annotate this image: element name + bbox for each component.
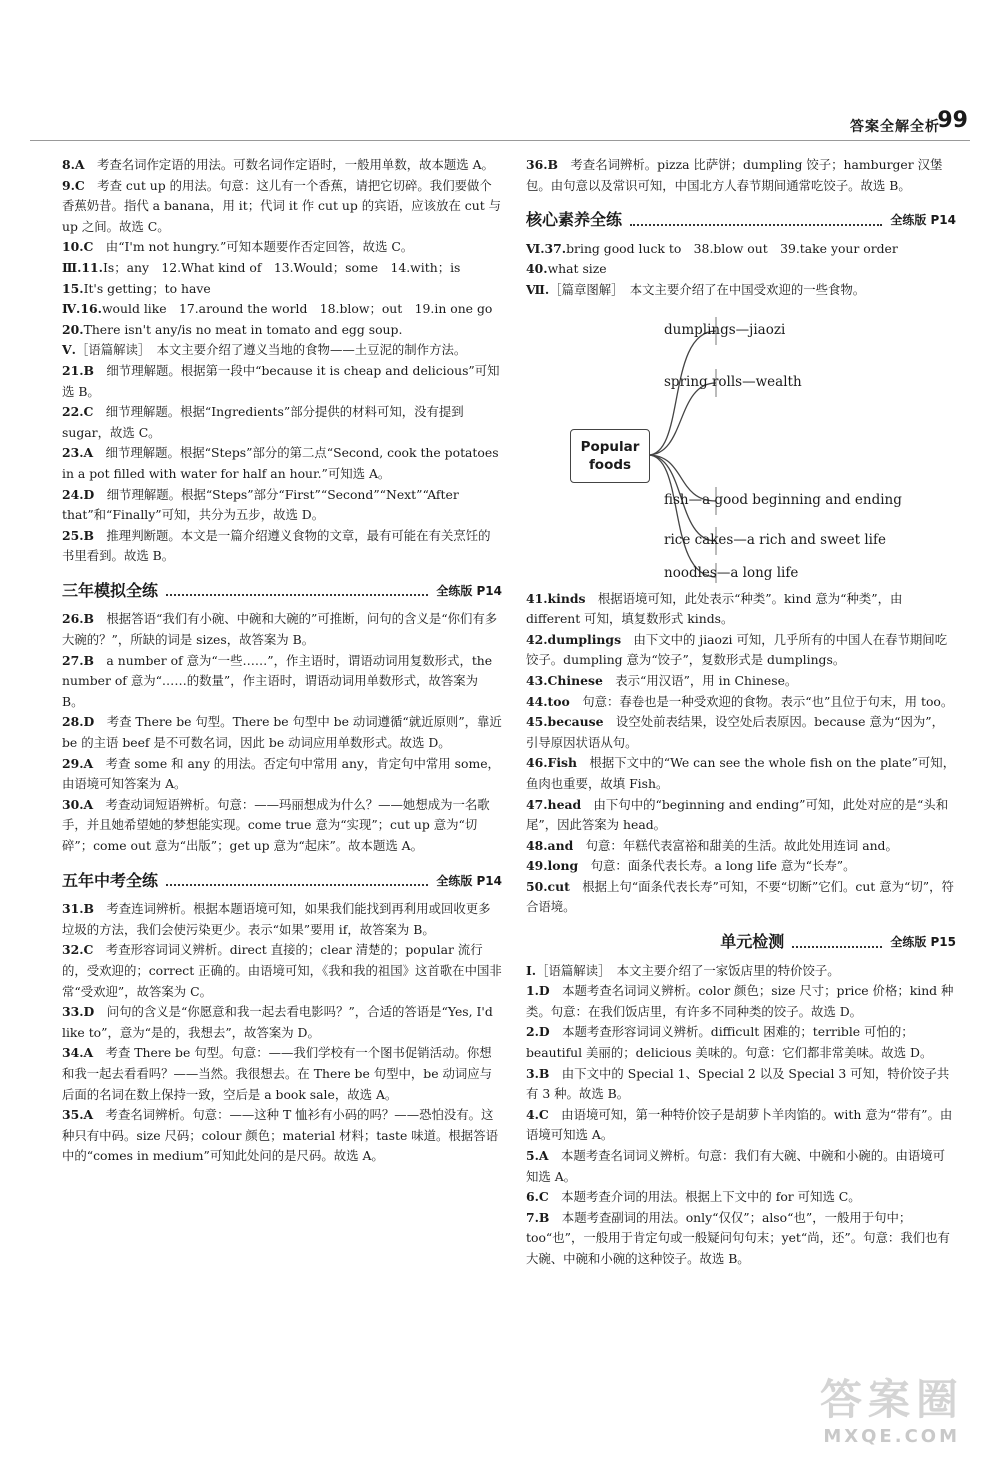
section-title: 三年模拟全练	[62, 580, 159, 600]
answer-entry	[526, 1187, 956, 1208]
section-title: 五年中考全练	[62, 870, 159, 890]
answer-text: 考查 some 和 any 的用法。否定句中常用 any，肯定句中常用 some，由语境可知答案为 A。	[62, 755, 500, 792]
answer-text: 根据下文中的“We can see the whole fish on the plate”可知，鱼肉也重要，故填 Fish。	[526, 755, 956, 791]
answer-text: 本题考查名词词义辨析。句意：我们有大碗、中碗和小碗的。由语境可知选 A。	[526, 1148, 946, 1184]
answer-list-1	[62, 155, 502, 567]
answer-text: 考查 There be 句型。There be 句型中 be 动词遵循“就近原则”，靠近 be 的主语 beef 是不可数名词，因此 be 动词应用单数形式。故选 D。	[62, 714, 502, 751]
page-number: 99	[937, 108, 968, 133]
answer-entry	[62, 443, 502, 484]
answer-number: 33.D	[62, 1004, 95, 1020]
answer-list-5	[526, 239, 956, 301]
answer-entry	[62, 526, 502, 567]
mind-map-node: dumplings—jiaozi	[664, 322, 786, 339]
answer-text: 考查 cut up 的用法。句意：这儿有一个香蕉，请把它切碎。我们要做个香蕉奶昔。指代 a banana，用 it；代词 it 作 cut up 的宾语，应该放在 cut 与 up 之间。故选 C。	[62, 177, 502, 234]
answer-entry	[62, 402, 502, 443]
answer-entry	[62, 899, 502, 940]
answer-number: 21.B	[62, 362, 95, 378]
answer-text: 句意：年糕代表富裕和甜美的生活。故此处用连词 and。	[573, 837, 898, 853]
answer-number: 5.A	[526, 1148, 549, 1163]
section-hexin	[526, 210, 956, 231]
section-sannian	[62, 581, 502, 602]
section-edition: 全练版 P15	[890, 935, 956, 950]
answer-number: 50.cut	[526, 878, 570, 894]
answer-number: 42.dumplings	[526, 631, 622, 647]
answer-entry	[526, 239, 956, 260]
answer-entry	[526, 1208, 956, 1270]
section-danyuan	[526, 932, 956, 953]
answer-text: 考查 There be 句型。句意：——我们学校有一个图书促销活动。你想和我一起去看看吗？——当然。我很想去。在 There be 句型中，be 动词应与后面的名词在数上保持一致，空后是 a book sale，故选 A。	[62, 1045, 493, 1102]
answer-entry	[526, 692, 956, 713]
header-title: 答案全解全析	[850, 119, 940, 135]
answer-entry	[62, 176, 502, 238]
answer-number: 27.B	[62, 652, 95, 668]
answer-text: 由下文中的 Special 1、Special 2 以及 Special 3 可知，特价饺子共有 3 种。故选 B。	[526, 1065, 950, 1102]
answer-entry	[526, 155, 956, 196]
answer-entry	[526, 259, 956, 280]
answer-number: 40.	[526, 261, 548, 277]
answer-entry	[526, 1064, 956, 1105]
answer-text: 考查动词短语辨析。句意：——玛丽想成为什么？——她想成为一名歌手，并且她希望她的梦想能实现。come true 意为“实现”；cut up 意为“切碎”；come out 意为“出版”；get up 意为“起床”。故本题选 A。	[62, 796, 490, 853]
mind-map-node: rice cakes—a rich and sweet life	[664, 532, 886, 549]
answer-entry	[62, 1105, 502, 1167]
center-line-1: Popular	[580, 438, 640, 455]
answer-entry	[526, 877, 956, 918]
answer-text: ［语篇解读］ 本文主要介绍了遵义当地的食物——土豆泥的制作方法。	[75, 342, 467, 358]
answer-text: 句意：面条代表长寿。a long life 意为“长寿”。	[578, 858, 856, 874]
answer-number: 35.A	[62, 1107, 94, 1123]
answer-text: Is；any 12.What kind of 13.Would；some 14.with；is	[102, 259, 461, 275]
answer-text: It's getting；to have	[83, 280, 211, 296]
answer-entry	[526, 981, 956, 1022]
answer-entry	[62, 712, 502, 753]
answer-entry	[62, 320, 502, 341]
answer-number: 7.B	[526, 1209, 550, 1225]
answer-entry	[526, 1022, 956, 1063]
answer-number: 34.A	[62, 1045, 94, 1061]
answer-number: 25.B	[62, 527, 95, 543]
mind-map-center	[570, 429, 650, 483]
answer-entry	[62, 361, 502, 402]
answer-text: 细节理解题。根据“Ingredients”部分提供的材料可知，没有提到 sugar，故选 C。	[62, 404, 464, 440]
answer-number: 49.long	[526, 858, 579, 874]
answer-text: 由语境可知，第一种特价饺子是胡萝卜羊肉馅的。with 意为“带有”。由语境可知选 A。	[526, 1106, 953, 1143]
answer-entry	[526, 795, 956, 836]
section-dots	[166, 884, 428, 886]
answer-number: 3.B	[526, 1065, 550, 1081]
answer-number: 10.C	[62, 239, 94, 255]
answer-entry	[62, 609, 502, 650]
answer-text: 本题考查介词的用法。根据上下文中的 for 可知选 C。	[548, 1189, 861, 1205]
answer-text: would like 17.around the world 18.blow；out 19.in one go	[101, 301, 493, 317]
answer-text: 推理判断题。本文是一篇介绍遵义食物的文章，最有可能在有关烹饪的书里看到。故选 B。	[62, 527, 491, 564]
answer-number: 47.head	[526, 796, 582, 812]
answer-number: 22.C	[62, 404, 94, 420]
mind-map-node: noodles—a long life	[664, 565, 799, 582]
mind-map-node: spring rolls—wealth	[664, 374, 802, 391]
answer-entry	[526, 961, 956, 982]
left-column	[62, 155, 502, 1167]
answer-text: 根据上句“面条代表长寿”可知，不要“切断”它们。cut 意为“切”，符合语境。	[526, 878, 954, 915]
answer-entry	[62, 258, 502, 279]
answer-text: There isn't any/is no meat in tomato and egg soup.	[83, 321, 403, 337]
watermark	[774, 1367, 964, 1447]
answer-number: 29.A	[62, 755, 94, 771]
answer-list-6	[526, 589, 956, 919]
answer-entry	[62, 155, 502, 176]
section-edition: 全练版 P14	[436, 583, 502, 598]
answer-number: 8.A	[62, 157, 85, 172]
answer-text: 细节理解题。根据“Steps”部分的第二点“Second, cook the potatoes in a pot filled with water for half an hour.”可知选 A。	[62, 445, 499, 481]
mind-map-node: fish—a good beginning and ending	[664, 492, 902, 509]
section-dots	[792, 946, 882, 948]
section-title: 单元检测	[720, 932, 785, 952]
section-wunian	[62, 871, 502, 892]
answer-list-7	[526, 961, 956, 1270]
answer-entry	[62, 279, 502, 300]
answer-number: 43.Chinese	[526, 672, 603, 688]
answer-entry	[62, 795, 502, 857]
answer-number: 32.C	[62, 942, 94, 958]
answer-text: ［语篇解读］ 本文主要介绍了一家饭店里的特价饺子。	[536, 962, 840, 978]
answer-list-2	[62, 609, 502, 856]
answer-entry	[62, 340, 502, 361]
answer-number: 41.kinds	[526, 590, 586, 606]
answer-text: 本题考查副词的用法。only“仅仅”；also“也”，一般用于句中；too“也”，一般用于肯定句或一般疑问句句末；yet“尚，还”。句意：我们也有大碗、中碗和小碗的这种饺子。故选 B。	[526, 1209, 950, 1266]
answer-entry	[526, 753, 956, 794]
answer-text: 考查名词辨析。句意：——这种 T 恤衫有小码的吗？——恐怕没有。这种只有中码。size 尺码；colour 颜色；material 材料；taste 味道。根据答语中的“comes in medium”可知此处问的是尺码。故选 A。	[62, 1107, 498, 1164]
answer-text: 表示“用汉语”，用 in Chinese。	[602, 672, 798, 688]
answer-number: 48.and	[526, 837, 574, 853]
answer-entry	[62, 754, 502, 795]
answer-text: what size	[547, 261, 607, 277]
answer-entry	[62, 651, 502, 713]
answer-text: 细节理解题。根据第一段中“because it is cheap and delicious”可知选 B。	[62, 362, 500, 399]
answer-list-4	[526, 155, 956, 196]
answer-entry	[62, 1043, 502, 1105]
answer-list-3	[62, 899, 502, 1167]
answer-text: 考查名词作定语的用法。可数名词作定语时，一般用单数，故本题选 A。	[84, 157, 494, 172]
answer-text: 由“I'm not hungry.”可知本题要作否定回答，故选 C。	[93, 239, 414, 255]
answer-number: 24.D	[62, 486, 95, 502]
answer-number: 2.D	[526, 1024, 550, 1040]
answer-number: Ⅵ.37.	[526, 240, 567, 256]
answer-number: 26.B	[62, 611, 95, 627]
answer-entry	[62, 1002, 502, 1043]
answer-number: Ⅴ.	[62, 342, 76, 358]
answer-number: 15.	[62, 280, 84, 296]
watermark-site: MXQE.COM	[823, 1426, 960, 1447]
answer-text: 根据答语“我们有小碗、中碗和大碗的”可推断，问句的含义是“你们有多大碗的？”，所缺的词是 sizes，故答案为 B。	[62, 611, 498, 648]
answer-entry	[526, 280, 956, 301]
section-dots	[630, 224, 882, 226]
answer-number: 1.D	[526, 983, 550, 999]
answer-number: 44.too	[526, 693, 570, 709]
answer-text: 设空处前表结果，设空处后表原因。because 意为“因为”，引导原因状语从句。	[526, 714, 945, 750]
answer-number: Ⅲ.11.	[62, 259, 103, 275]
answer-entry	[62, 485, 502, 526]
answer-number: 31.B	[62, 901, 95, 917]
answer-entry	[526, 671, 956, 692]
answer-number: 9.C	[62, 177, 85, 193]
answer-number: Ⅳ.16.	[62, 301, 102, 317]
watermark-logo: 答案圈	[819, 1375, 964, 1424]
section-edition: 全练版 P14	[890, 213, 956, 228]
answer-text: 本题考查名词词义辨析。color 颜色；size 尺寸；price 价格；kind 种类。句意：在我们饭店里，有许多不同种类的饺子。故选 D。	[526, 983, 954, 1019]
answer-text: bring good luck to 38.blow out 39.take your order	[566, 240, 898, 256]
answer-text: 本题考查形容词词义辨析。difficult 困难的；terrible 可怕的；beautiful 美丽的；delicious 美味的。句意：它们都非常美味。故选 D。	[526, 1024, 933, 1061]
mind-map	[526, 307, 956, 583]
answer-entry	[526, 630, 956, 671]
answer-entry	[526, 836, 956, 857]
answer-text: 由下句中的“beginning and ending”可知，此处对应的是“头和尾”，因此答案为 head。	[526, 796, 949, 833]
answer-number: 28.D	[62, 714, 95, 730]
answer-text: 细节理解题。根据“Steps”部分“First”“Second”“Next”“After that”和“Finally”可知，共分为五步，故选 D。	[62, 486, 459, 523]
answer-number: 4.C	[526, 1106, 549, 1122]
page-header	[0, 0, 1000, 150]
right-column	[526, 155, 956, 1270]
answer-text: 考查连词辨析。根据本题语境可知，如果我们能找到再利用或回收更多垃圾的方法，我们会使污染更少。表示“如果”要用 if，故答案为 B。	[62, 901, 491, 937]
answer-entry	[526, 589, 956, 630]
answer-number: 46.Fish	[526, 755, 578, 771]
answer-text: 由下文中的 jiaozi 可知，几乎所有的中国人在春节期间吃饺子。dumpling 意为“饺子”，复数形式是 dumplings。	[526, 631, 948, 668]
section-edition: 全练版 P14	[436, 873, 502, 888]
answer-text: 问句的含义是“你愿意和我一起去看电影吗？”，合适的答语是“Yes, I'd like to”，意为“是的，我想去”，故答案为 D。	[62, 1004, 493, 1040]
answer-entry	[62, 237, 502, 258]
section-title: 核心素养全练	[526, 210, 623, 230]
header-divider	[30, 140, 970, 141]
answer-text: 考查名词辨析。pizza 比萨饼；dumpling 饺子；hamburger 汉堡包。由句意以及常识可知，中国北方人春节期间通常吃饺子。故选 B。	[526, 157, 943, 193]
section-dots	[166, 594, 428, 596]
answer-text: 根据语境可知，此处表示“种类”。kind 意为“种类”，由 different 可知，填复数形式 kinds。	[526, 590, 903, 627]
answer-number: Ⅶ.	[526, 281, 550, 297]
answer-entry	[62, 940, 502, 1002]
answer-number: Ⅰ.	[526, 962, 537, 978]
answer-text: a number of 意为“一些……”，作主语时，谓语动词用复数形式，the number of 意为“……的数量”，作主语时，谓语动词用单数形式，故答案为 B。	[62, 652, 493, 709]
answer-number: 30.A	[62, 796, 94, 812]
answer-entry	[62, 299, 502, 320]
answer-entry	[526, 1105, 956, 1146]
center-line-2: foods	[588, 456, 632, 473]
answer-number: 6.C	[526, 1189, 549, 1205]
answer-text: 句意：春卷也是一种受欢迎的食物。表示“也”且位于句末，用 too。	[569, 693, 954, 709]
answer-number: 36.B	[526, 157, 559, 172]
answer-entry	[526, 1146, 956, 1187]
answer-text: ［篇章图解］ 本文主要介绍了在中国受欢迎的一些食物。	[549, 281, 866, 297]
answer-number: 20.	[62, 321, 84, 337]
answer-text: 考查形容词词义辨析。direct 直接的；clear 清楚的；popular 流行的，受欢迎的；correct 正确的。由语境可知，《我和我的祖国》这首歌在中国非常“受欢迎”，故答案为 C。	[62, 942, 502, 999]
answer-number: 45.because	[526, 714, 604, 730]
answer-entry	[526, 712, 956, 753]
answer-number: 23.A	[62, 445, 94, 461]
answer-entry	[526, 856, 956, 877]
